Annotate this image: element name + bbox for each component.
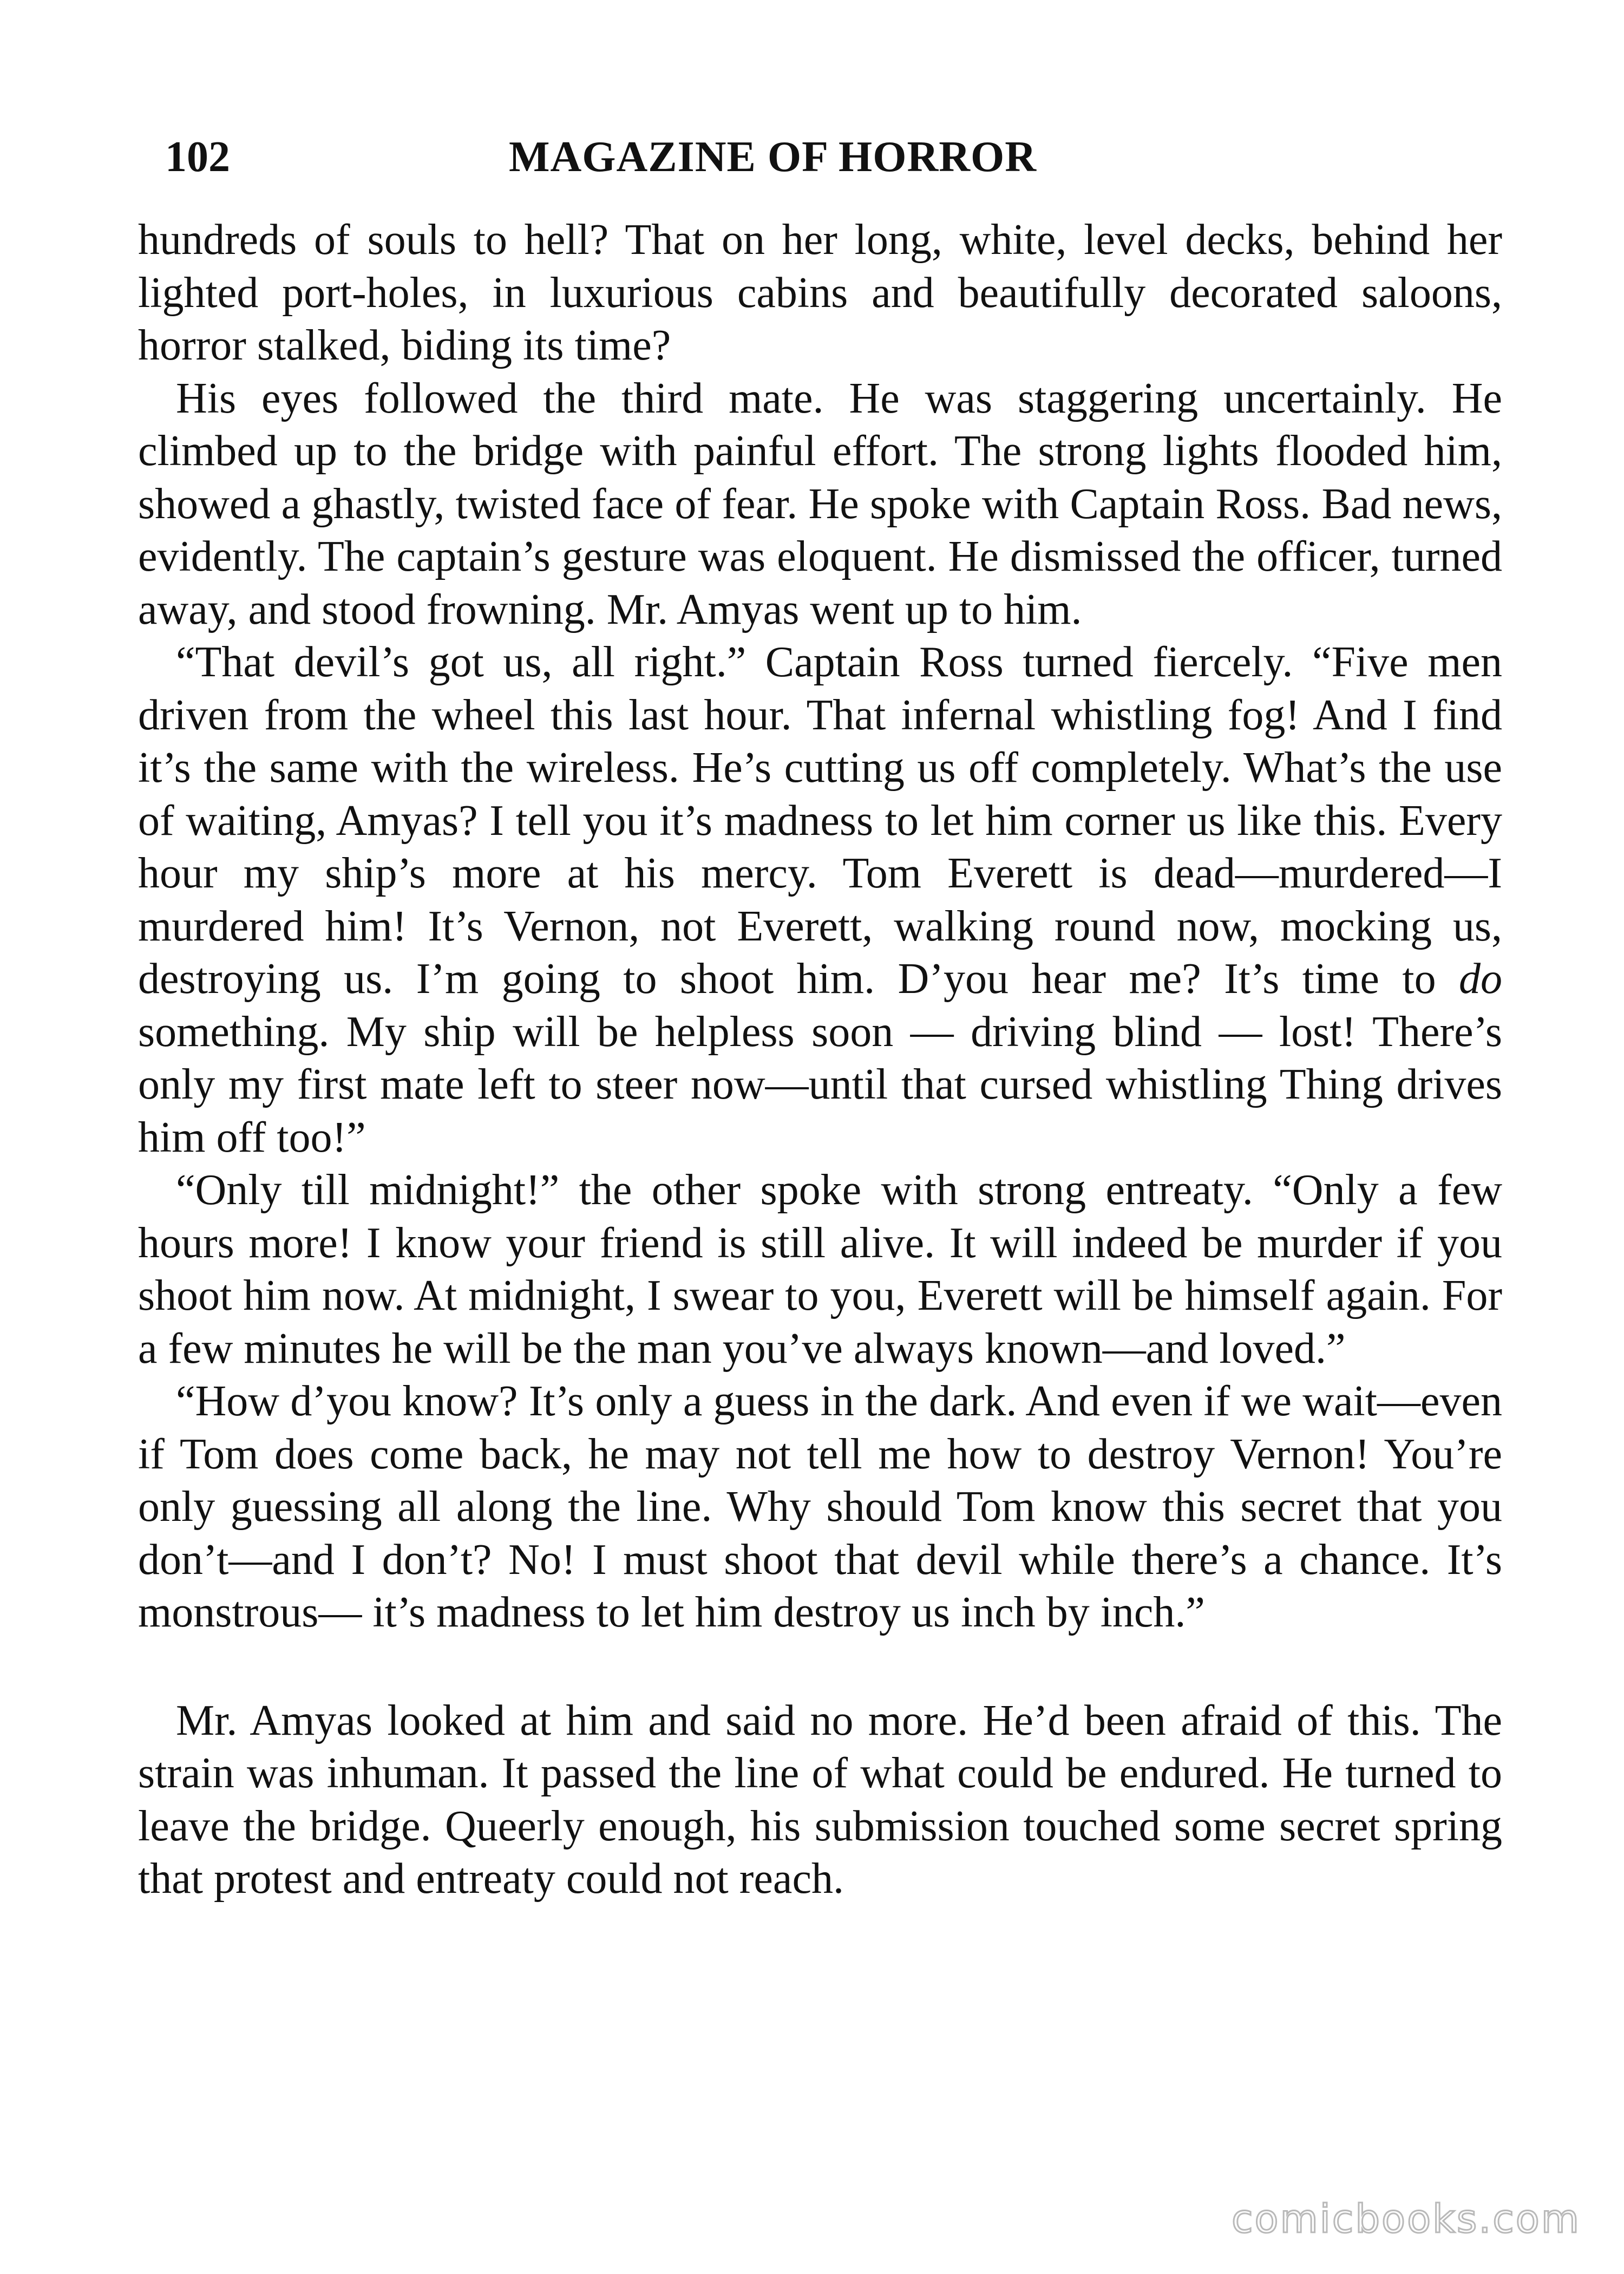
paragraph-4: “Only till midnight!” the other spoke with strong entreaty. “Only a few hours more! I know your friend is still alive. It will indeed be murder if you shoot him now. At midnight, I swear to you, Everett will be himself again. For a few minutes he will be the man you’ve always known—and loved.” xyxy=(138,1166,1502,1373)
paragraph-3-continued: something. My ship will be helpless soon — driving blind — lost! There’s only my first mate left to steer now—until that cursed whistling Thing drives him off too!” xyxy=(138,1008,1502,1161)
paragraph-3 xyxy=(138,636,1502,1164)
italic-emphasis: do xyxy=(1459,955,1502,1003)
paragraph-1: hundreds of souls to hell? That on her long, white, level decks, behind her lighted port-holes, in luxurious cabins and beautifully decorated saloons, horror stalked, biding its time? xyxy=(138,216,1502,369)
story-text xyxy=(138,214,1502,1906)
page-number: 102 xyxy=(165,133,230,181)
paragraph-5: “How d’you know? It’s only a guess in the dark. And even if we wait—even if Tom does come back, he may not tell me how to destroy Vernon! You’re only guessing all along the line. Why should Tom know this secret that you don’t—and I don’t? No! I must shoot that devil while there’s a chance. It’s monstrous— it’s madness to let him destroy us inch by inch.” xyxy=(138,1377,1502,1636)
watermark-logo: comicbooks.com xyxy=(1231,2196,1581,2242)
paragraph-2: His eyes followed the third mate. He was staggering uncertainly. He climbed up to the bridge with painful effort. The strong lights flooded him, showed a ghastly, twisted face of fear. He spoke with Captain Ross. Bad news, evidently. The captain’s gesture was eloquent. He dismissed the officer, turned away, and stood frowning. Mr. Amyas went up to him. xyxy=(138,374,1502,633)
page-header xyxy=(165,125,1497,190)
paragraph-3-text: “That devil’s got us, all right.” Captain Ross turned fiercely. “Five men driven from the wheel this last hour. That infernal whistling fog! And I find it’s the same with the wireless. He’s cutting us off completely. What’s the use of waiting, Amyas? I tell you it’s madness to let him corner us like this. Every hour my ship’s more at his mercy. Tom Everett is dead—murdered—I murdered him! It’s Vernon, not Everett, walking round now, mocking us, destroying us. I’m going to shoot him. D’you hear me? It’s time to xyxy=(138,638,1502,1003)
paragraph-6: Mr. Amyas looked at him and said no more. He’d been afraid of this. The strain was inhuman. It passed the line of what could be endured. He turned to leave the bridge. Queerly enough, his submission touched some secret spring that protest and entreaty could not reach. xyxy=(138,1696,1502,1903)
running-title: MAGAZINE OF HORROR xyxy=(509,133,1037,181)
